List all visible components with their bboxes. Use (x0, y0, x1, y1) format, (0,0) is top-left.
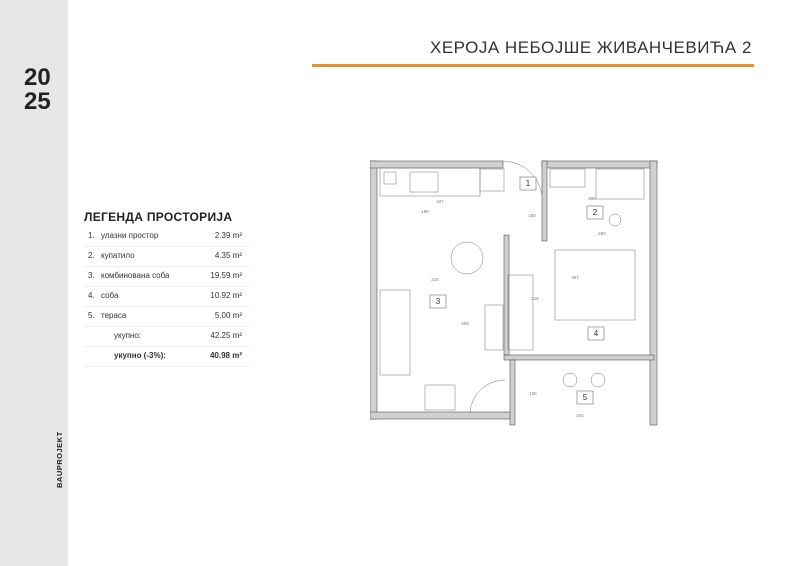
legend-num: 1. (88, 231, 95, 240)
legend-title: ЛЕГЕНДА ПРОСТОРИЈА (84, 210, 233, 224)
year (24, 66, 64, 114)
balcony-door-swing (470, 380, 505, 412)
legend-num: 5. (88, 311, 95, 320)
title-underline (312, 64, 754, 67)
east-wall (650, 161, 657, 425)
legend-total-area: 42.25 m² (210, 331, 242, 340)
legend-total-label: укупно: (114, 331, 142, 340)
armchair (425, 385, 455, 410)
legend-reduced-area: 40.98 m² (209, 351, 242, 360)
legend-area: 5.00 m² (214, 311, 242, 320)
legend-area: 2.39 m² (214, 231, 242, 240)
dimension-label: 180 (528, 213, 536, 218)
legend-num: 2. (88, 251, 95, 260)
legend-total-row (84, 327, 250, 347)
legend-row (84, 247, 250, 267)
sink (384, 172, 396, 184)
cooktop (410, 172, 438, 192)
room-label: 3 (435, 297, 441, 306)
bed (555, 250, 635, 320)
terrace-wall (504, 355, 654, 360)
legend-reduced-label: укупно (-3%): (114, 351, 166, 360)
legend-num: 4. (88, 291, 95, 300)
legend-area: 4.35 m² (214, 251, 242, 260)
dimension-label: 266 (598, 231, 606, 236)
legend-name: улазни простор (101, 231, 159, 240)
legend-name: тераса (101, 311, 127, 320)
legend-name: соба (101, 291, 119, 300)
terrace-chair (591, 373, 605, 387)
legend-name: комбинована соба (101, 271, 170, 280)
page-title: ХЕРОЈА НЕБОЈШЕ ЖИВАНЧЕВИЋА 2 (430, 38, 752, 57)
legend-reduced-row (84, 347, 250, 367)
dining-table (451, 242, 483, 274)
legend-name: купатило (101, 251, 135, 260)
year-bottom: 25 (24, 88, 51, 115)
year-top: 20 (24, 64, 51, 91)
north-wall-left (370, 161, 503, 168)
dimension-label: 367 (571, 275, 579, 280)
west-wall (370, 161, 377, 419)
dimension-label: 156 (529, 391, 537, 396)
room-label: 1 (525, 179, 531, 188)
sofa (380, 290, 410, 375)
south-wall (370, 412, 513, 419)
toilet (609, 214, 621, 226)
shower (596, 169, 644, 199)
wardrobe (508, 275, 533, 350)
terrace-side-wall (510, 360, 515, 425)
dimension-label: 315 (431, 277, 439, 282)
legend-num: 3. (88, 271, 95, 280)
legend-row (84, 287, 250, 307)
room-label: 4 (593, 329, 599, 338)
dimension-label: 180 (421, 209, 429, 214)
dimension-label: 218 (531, 296, 539, 301)
fridge (480, 169, 504, 191)
legend-area: 19.59 m² (210, 271, 242, 280)
bath-wall (542, 161, 547, 241)
legend-row (84, 307, 250, 327)
room-label: 5 (582, 393, 588, 402)
room-legend (84, 210, 250, 367)
dimension-label: 344 (576, 413, 584, 418)
legend-row (84, 227, 250, 247)
terrace-chair (563, 373, 577, 387)
legend-row (84, 267, 250, 287)
brand-logo: BAUPROJEKT (55, 431, 64, 488)
dimension-label: 427 (436, 199, 444, 204)
room-label: 2 (592, 208, 598, 217)
floor-plan (370, 155, 670, 430)
bathtub (550, 169, 585, 187)
dimension-label: 406 (461, 321, 469, 326)
tv-unit (485, 305, 503, 350)
dimension-label: 266 (588, 196, 596, 201)
legend-area: 10.92 m² (210, 291, 242, 300)
north-wall-right (542, 161, 657, 168)
